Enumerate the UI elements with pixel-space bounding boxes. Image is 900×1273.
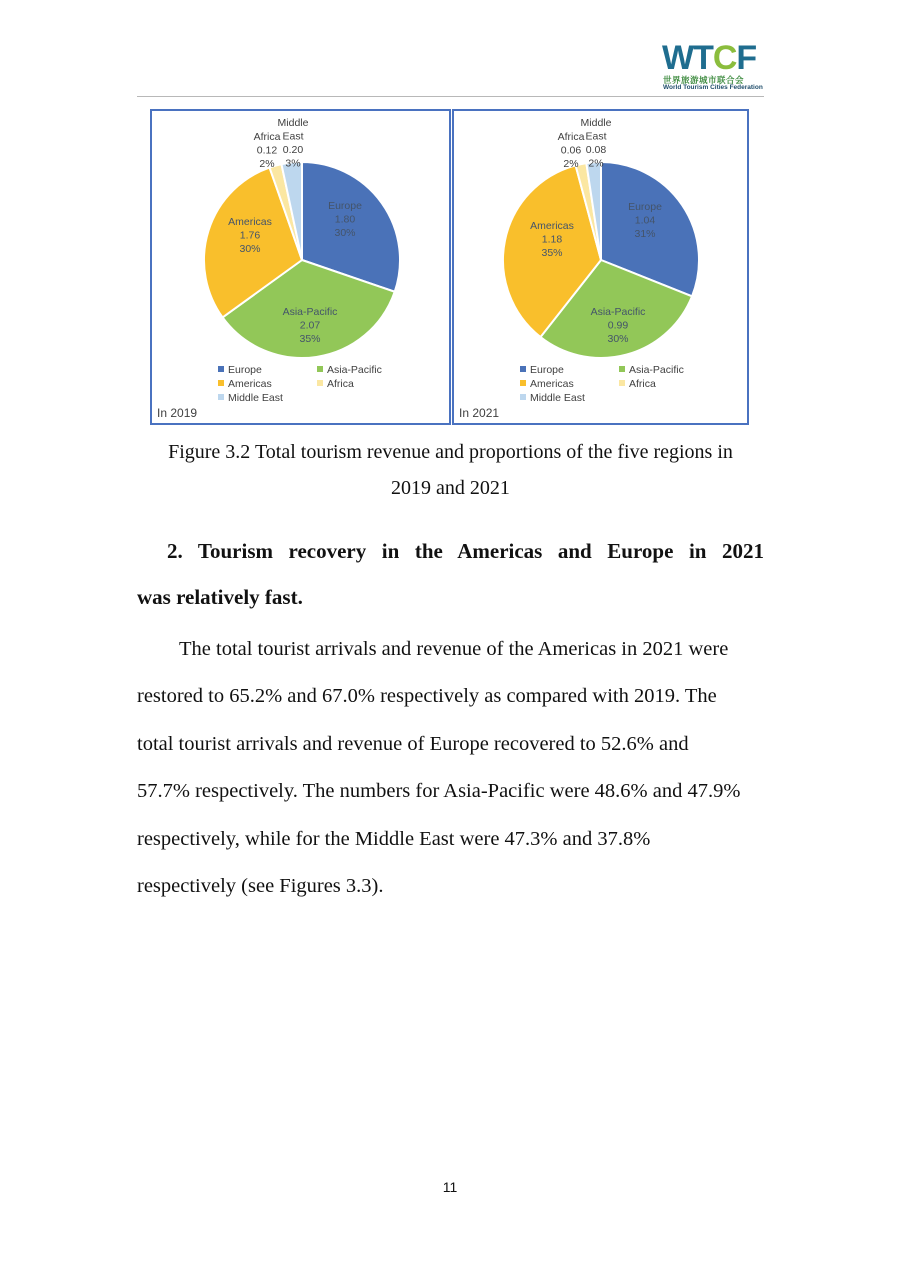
data-label-text: Europe xyxy=(628,201,662,213)
legend-label-asia-pacific: Asia-Pacific xyxy=(327,364,382,376)
legend-swatch-asia-pacific xyxy=(317,366,323,372)
legend-swatch-europe xyxy=(218,366,224,372)
pie-chart-2019 xyxy=(150,109,451,425)
legend-swatch-americas xyxy=(218,380,224,386)
data-label-text: 35% xyxy=(299,333,321,345)
data-label-text: 1.76 xyxy=(239,229,261,242)
data-label-text: Africa xyxy=(557,131,585,143)
wtcf-logo xyxy=(662,40,766,90)
data-label-text: 31% xyxy=(634,228,656,240)
data-label-text: 0.20 xyxy=(282,144,304,156)
pie-chart-2021-svg xyxy=(454,111,747,423)
logo-mark: WTCF xyxy=(662,39,757,77)
legend-swatch-americas xyxy=(520,380,526,386)
header-rule xyxy=(137,96,764,97)
data-label-text: 0.12 xyxy=(256,144,278,157)
data-label-text: 0.99 xyxy=(607,319,629,332)
data-label-text: Middle xyxy=(277,117,309,129)
body-line: 57.7% respectively. The numbers for Asia-Pacific were 48.6% and 47.9% xyxy=(137,780,741,803)
data-label-text: Middle xyxy=(580,117,612,129)
body-line: total tourist arrivals and revenue of Europe recovered to 52.6% and xyxy=(137,732,689,755)
page-number: 11 xyxy=(442,1179,458,1195)
body-line: respectively, while for the Middle East were 47.3% and 37.8% xyxy=(137,827,651,850)
legend-label-middle-east: Middle East xyxy=(530,392,585,404)
data-label-text: 2.07 xyxy=(299,319,321,332)
body-line: restored to 65.2% and 67.0% respectively as compared with 2019. The xyxy=(137,685,717,708)
data-label-text: East xyxy=(585,130,607,143)
logo-chinese-name: 世界旅游城市联合会 xyxy=(663,76,745,86)
data-label-text: 1.80 xyxy=(334,213,356,226)
data-label-text: 30% xyxy=(334,227,356,239)
data-label-text: 30% xyxy=(607,333,629,345)
caption-line-1: Figure 3.2 Total tourism revenue and proportions of the five regions in xyxy=(168,441,733,463)
legend-swatch-middle-east xyxy=(520,394,526,400)
body-line: The total tourist arrivals and revenue of the Americas in 2021 were xyxy=(179,638,729,660)
section-heading xyxy=(137,528,764,620)
legend-label-europe: Europe xyxy=(228,364,262,376)
data-label-text: 2% xyxy=(563,158,579,170)
body-line: respectively (see Figures 3.3). xyxy=(137,875,384,898)
chart-year-label: In 2019 xyxy=(157,406,198,420)
heading-line-1: 2. Tourism recovery in the Americas and Europe in 2021 xyxy=(167,539,764,563)
data-label-text: 1.18 xyxy=(541,233,563,246)
legend-label-asia-pacific: Asia-Pacific xyxy=(629,364,684,376)
body-paragraph xyxy=(137,626,764,910)
chart-legend xyxy=(520,364,684,404)
data-label-text: Europe xyxy=(328,200,362,212)
logo-english-name: World Tourism Cities Federation xyxy=(663,84,763,91)
legend-swatch-europe xyxy=(520,366,526,372)
data-label-text: Americas xyxy=(530,220,574,232)
legend-swatch-africa xyxy=(317,380,323,386)
chart-year-label: In 2021 xyxy=(459,406,500,420)
data-label-text: 2% xyxy=(588,157,604,170)
legend-label-africa: Africa xyxy=(629,378,656,390)
data-label-text: 30% xyxy=(239,243,261,255)
data-label-africa xyxy=(254,131,281,170)
legend-label-europe: Europe xyxy=(530,364,564,376)
legend-swatch-middle-east xyxy=(218,394,224,400)
data-label-text: East xyxy=(282,130,304,143)
data-label-text: Africa xyxy=(253,131,281,143)
data-label-text: 0.08 xyxy=(585,144,607,156)
legend-swatch-africa xyxy=(619,380,625,386)
data-label-text: 3% xyxy=(285,157,301,170)
legend-label-middle-east: Middle East xyxy=(228,392,283,404)
legend-label-americas: Americas xyxy=(530,378,574,390)
heading-line-2: was relatively fast. xyxy=(137,585,303,609)
data-label-text: Asia-Pacific xyxy=(590,306,646,318)
chart-legend xyxy=(218,364,382,404)
legend-label-africa: Africa xyxy=(327,378,354,390)
pie-chart-2019-svg xyxy=(152,111,449,423)
legend-swatch-asia-pacific xyxy=(619,366,625,372)
data-label-text: 0.06 xyxy=(560,144,582,157)
data-label-text: Americas xyxy=(228,216,272,228)
figure-caption xyxy=(137,434,764,506)
data-label-text: 1.04 xyxy=(634,214,656,227)
data-label-text: Asia-Pacific xyxy=(282,306,338,318)
caption-line-2: 2019 and 2021 xyxy=(391,477,510,499)
data-label-text: 35% xyxy=(541,247,563,259)
pie-chart-2021 xyxy=(452,109,749,425)
legend-label-americas: Americas xyxy=(228,378,272,390)
data-label-text: 2% xyxy=(259,158,275,170)
